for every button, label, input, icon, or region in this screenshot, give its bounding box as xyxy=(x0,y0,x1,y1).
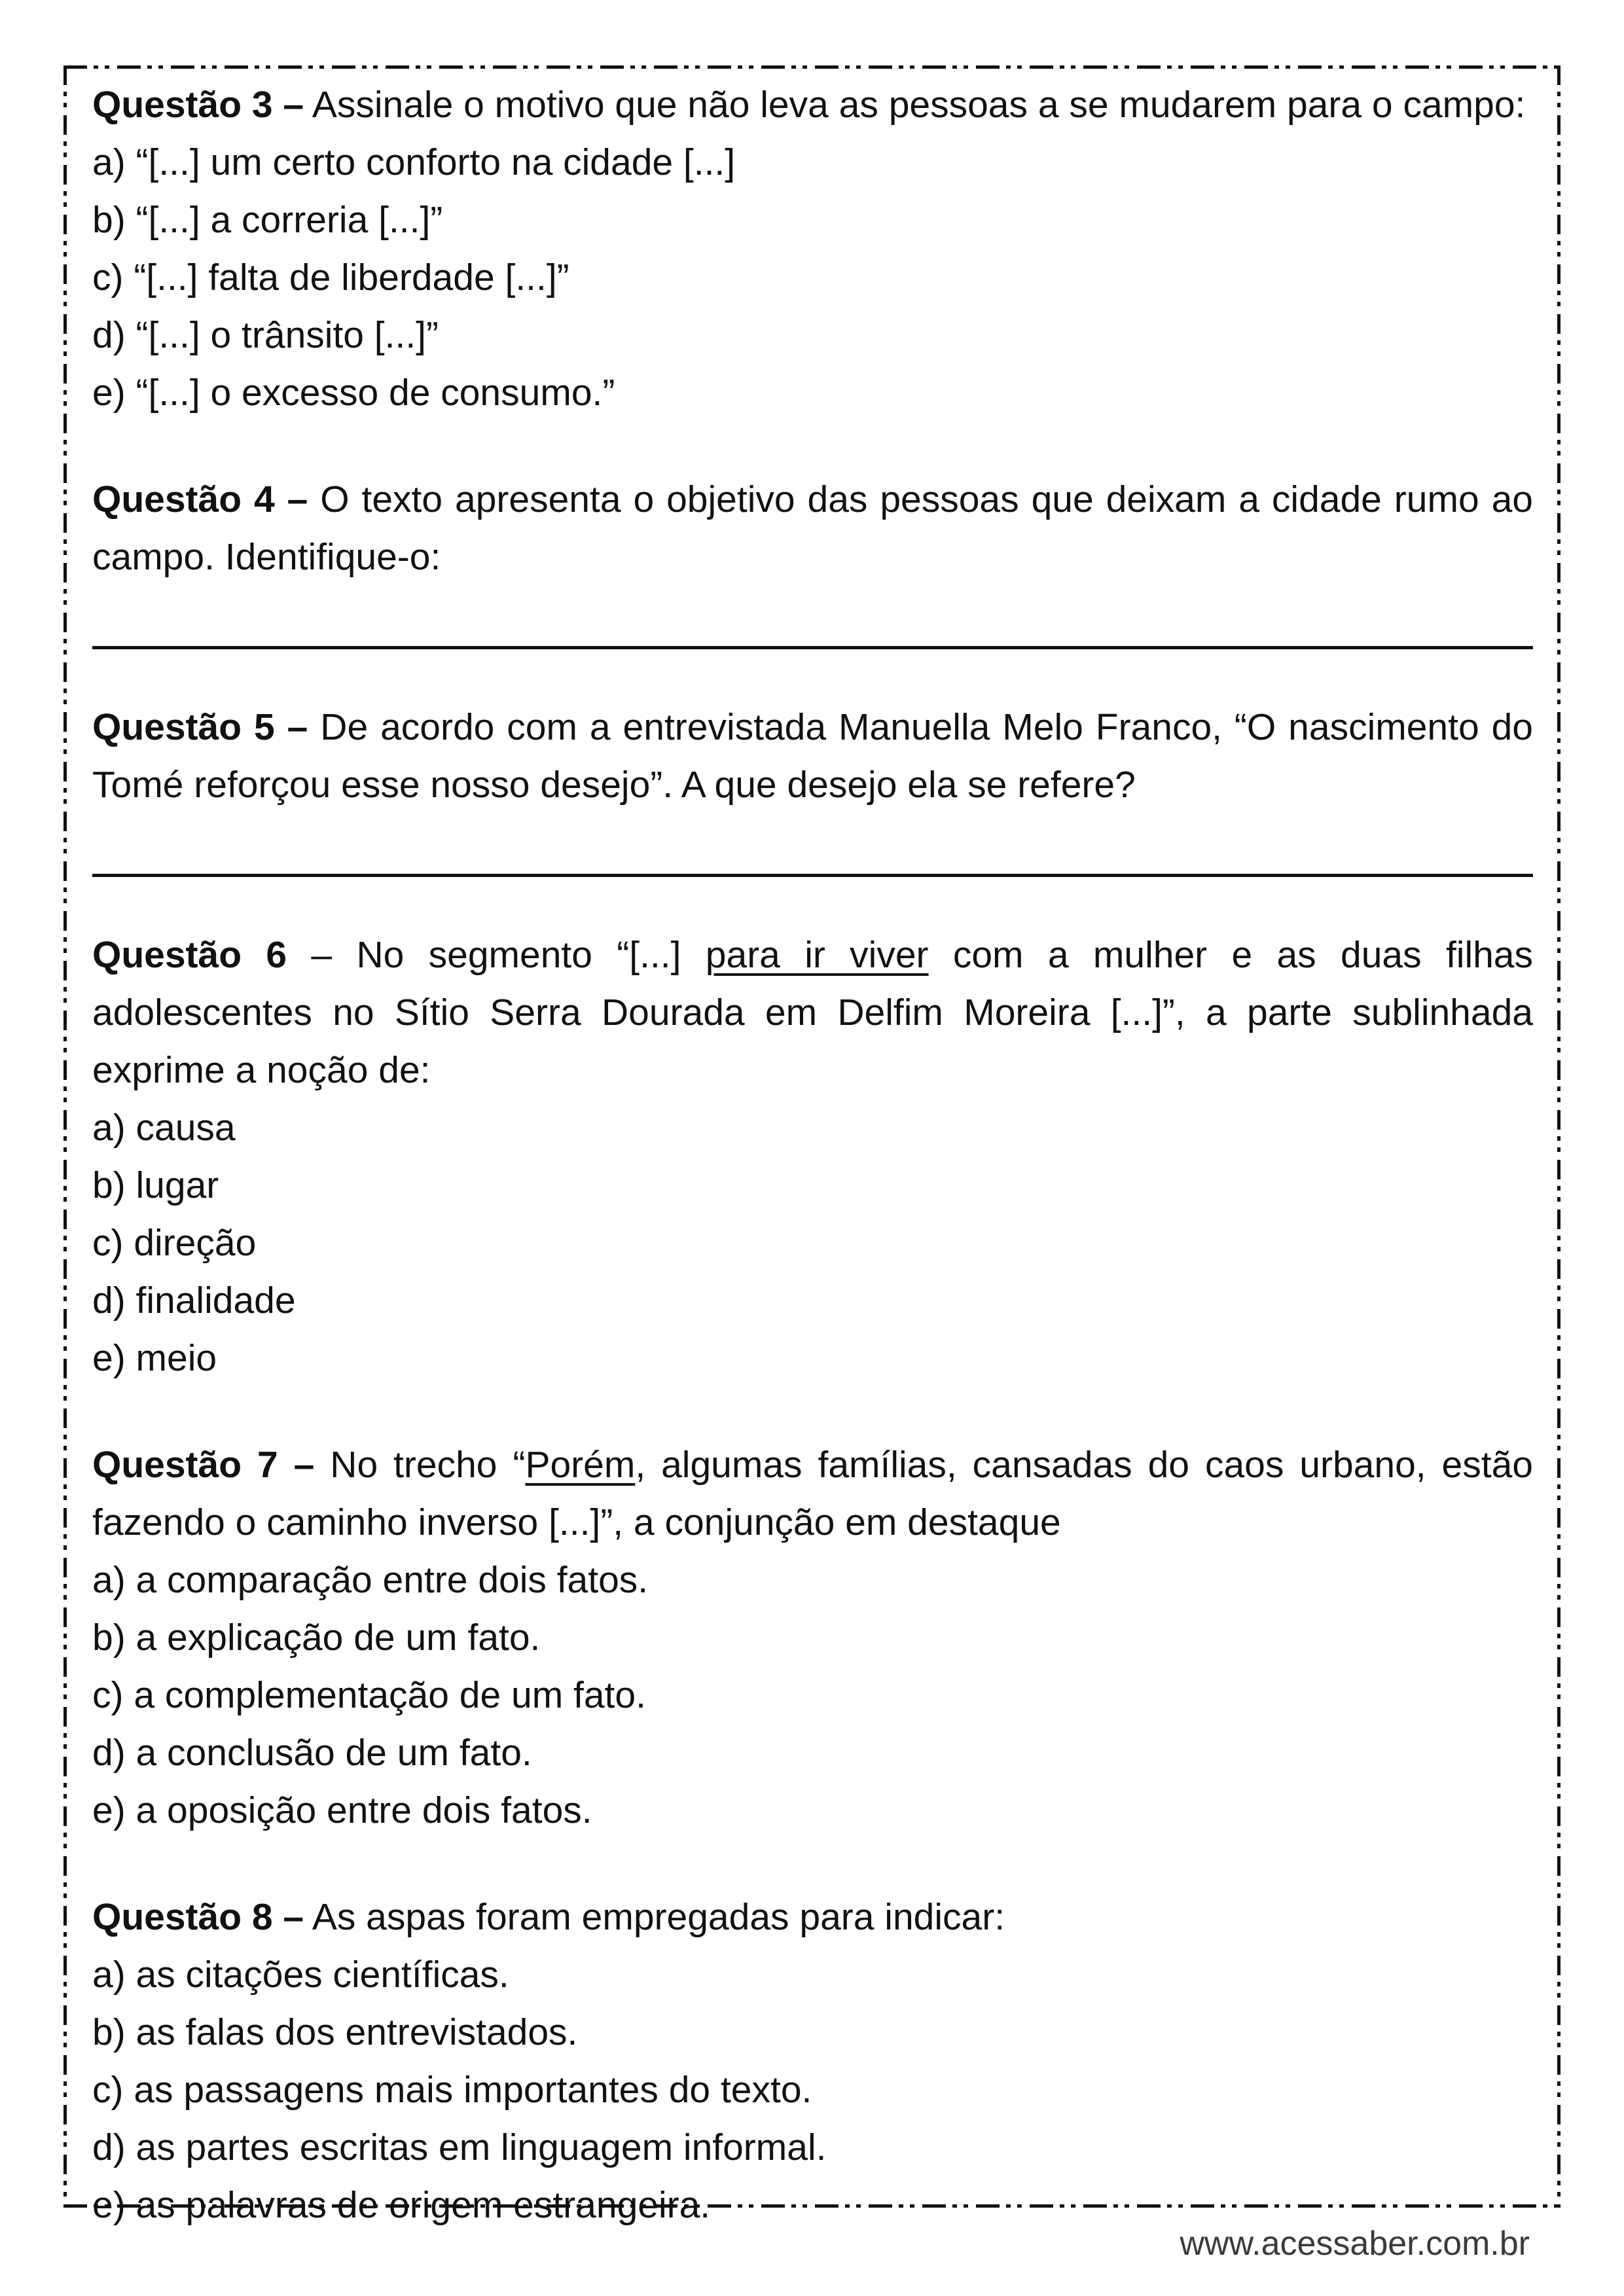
question-7-label: Questão 7 – xyxy=(92,1444,315,1486)
question-5-label: Questão 5 – xyxy=(92,706,308,748)
question-5 xyxy=(92,698,1533,877)
question-3 xyxy=(92,76,1533,422)
site-url: www.acessaber.com.br xyxy=(1180,2225,1530,2263)
question-8-label: Questão 8 – xyxy=(92,1896,304,1938)
question-3-text: Assinale o motivo que não leva as pessoas a se mudarem para o campo: xyxy=(304,84,1526,126)
question-7-option-b: b) a explicação de um fato. xyxy=(92,1617,541,1659)
question-6 xyxy=(92,926,1533,1387)
question-3-option-e: e) “[...] o excesso de consumo.” xyxy=(92,372,615,414)
question-3-label: Questão 3 – xyxy=(92,84,304,126)
question-7-text: No trecho “ xyxy=(314,1444,526,1486)
question-6-option-e: e) meio xyxy=(92,1337,217,1379)
question-6-dash: – xyxy=(287,934,357,976)
question-3-prompt xyxy=(92,76,1533,134)
question-6-option-c: c) direção xyxy=(92,1222,257,1264)
question-7-option-e: e) a oposição entre dois fatos. xyxy=(92,1789,592,1831)
question-6-option-b: b) lugar xyxy=(92,1164,219,1206)
question-6-label: Questão 6 xyxy=(92,934,287,976)
question-8-option-a: a) as citações científicas. xyxy=(92,1954,509,1996)
question-8-text: As aspas foram empregadas para indicar: xyxy=(304,1896,1005,1938)
question-6-prompt xyxy=(92,926,1533,1099)
question-8 xyxy=(92,1888,1533,2234)
question-7-option-d: d) a conclusão de um fato. xyxy=(92,1732,532,1774)
question-8-option-b: b) as falas dos entrevistados. xyxy=(92,2011,578,2053)
question-8-option-e: e) as palavras de origem estrangeira. xyxy=(92,2184,711,2226)
question-7-option-a: a) a comparação entre dois fatos. xyxy=(92,1559,649,1601)
question-6-text-after: com a mulher e as duas filhas adolescentes no Sítio Serra Dourada em Delfim Moreira [...]”, a parte sublinhada exprime a noção de: xyxy=(92,934,1534,1091)
question-8-prompt xyxy=(92,1888,1533,1946)
question-4 xyxy=(92,471,1533,649)
question-3-option-d: d) “[...] o trânsito [...]” xyxy=(92,314,439,356)
question-6-underlined-text: para ir viver xyxy=(705,934,929,976)
answer-blank-line[interactable] xyxy=(92,646,1533,649)
question-3-option-b: b) “[...] a correria [...]” xyxy=(92,199,443,241)
question-5-prompt xyxy=(92,698,1533,814)
question-4-prompt xyxy=(92,471,1533,586)
answer-blank-line[interactable] xyxy=(92,874,1533,877)
question-6-option-d: d) finalidade xyxy=(92,1280,296,1321)
worksheet-page xyxy=(63,65,1561,2226)
question-4-label: Questão 4 – xyxy=(92,478,308,520)
question-7-underlined-text: Porém xyxy=(525,1444,636,1486)
question-7-prompt xyxy=(92,1436,1533,1551)
question-6-text: No segmento “[...] xyxy=(356,934,706,976)
question-7-option-c: c) a complementação de um fato. xyxy=(92,1674,646,1716)
question-6-option-a: a) causa xyxy=(92,1107,236,1149)
question-3-option-c: c) “[...] falta de liberdade [...]” xyxy=(92,257,569,298)
question-7 xyxy=(92,1436,1533,1839)
question-5-text: De acordo com a entrevistada Manuella Melo Franco, “O nascimento do Tomé reforçou esse nosso desejo”. A que desejo ela se refere? xyxy=(92,706,1533,806)
question-8-option-c: c) as passagens mais importantes do texto. xyxy=(92,2069,812,2111)
question-4-text: O texto apresenta o objetivo das pessoas que deixam a cidade rumo ao campo. Identifique-o: xyxy=(92,478,1533,578)
question-7-text-after: , algumas famílias, cansadas do caos urbano, estão fazendo o caminho inverso [...]”, a conjunção em destaque xyxy=(92,1444,1533,1543)
question-8-option-d: d) as partes escritas em linguagem informal. xyxy=(92,2126,827,2168)
question-3-option-a: a) “[...] um certo conforto na cidade [...] xyxy=(92,141,736,183)
